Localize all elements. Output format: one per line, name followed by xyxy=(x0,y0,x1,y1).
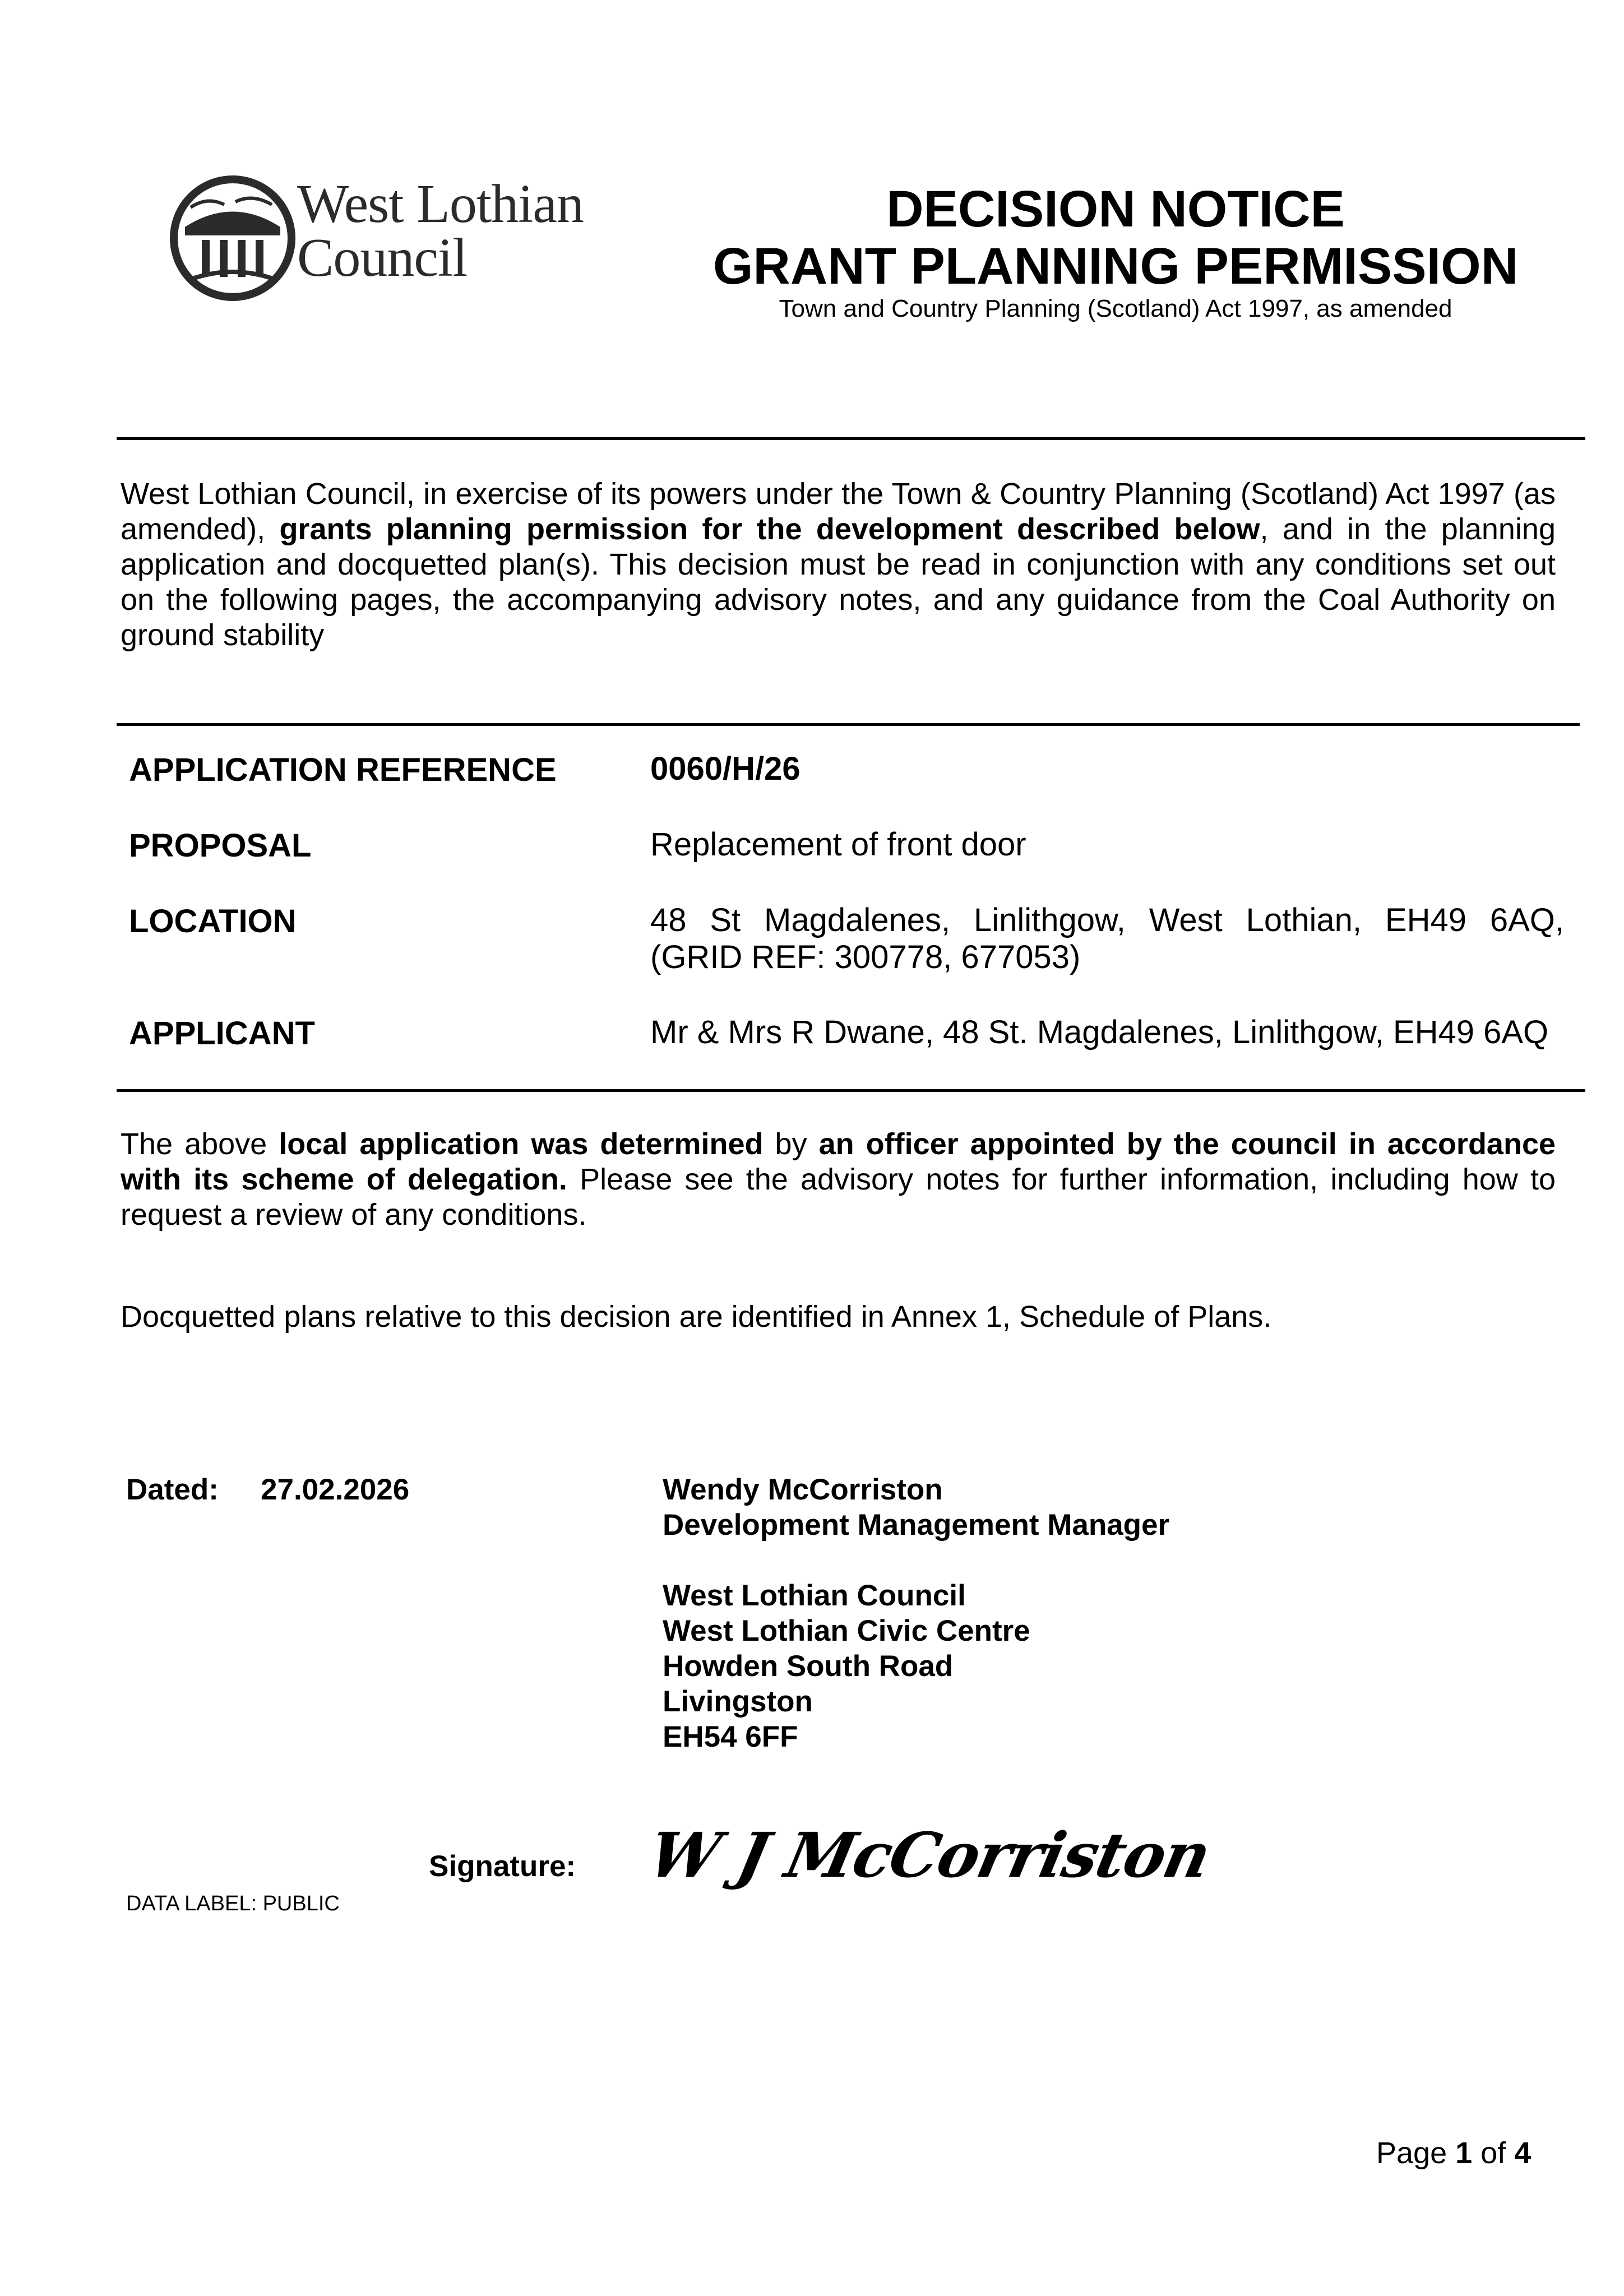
location-label: LOCATION xyxy=(129,903,297,939)
dated-label: Dated: xyxy=(126,1473,219,1506)
signature-handwritten: W J McCorriston xyxy=(642,1819,1216,1891)
address-line: Livingston xyxy=(663,1685,813,1718)
intro-text-1: West Lothian Council, in exercise of its powers under the Town & Country Planning (Scotland) Act 1997 (as amended), xyxy=(121,477,1556,546)
determination-bold-1: local application was determined xyxy=(279,1127,764,1161)
officer-block xyxy=(663,1472,1169,1755)
location-line-2: (GRID REF: 300778, 677053) xyxy=(650,939,1081,975)
logo-line-2: Council xyxy=(297,228,468,288)
data-label: DATA LABEL: PUBLIC xyxy=(126,1892,340,1915)
applicant-value: Mr & Mrs R Dwane, 48 St. Magdalenes, Linlithgow, EH49 6AQ xyxy=(650,1014,1549,1050)
divider-top xyxy=(117,437,1585,440)
signature-label: Signature: xyxy=(429,1850,576,1883)
divider-details-top xyxy=(117,723,1580,726)
officer-name: Wendy McCorriston xyxy=(663,1473,943,1506)
determination-text-2: by xyxy=(763,1127,819,1161)
officer-role: Development Management Manager xyxy=(663,1508,1170,1542)
proposal-value: Replacement of front door xyxy=(650,826,1026,863)
determination-text-1: The above xyxy=(121,1127,279,1161)
address-line: Howden South Road xyxy=(663,1650,954,1683)
address-line: EH54 6FF xyxy=(663,1720,798,1753)
applicant-label: APPLICANT xyxy=(129,1015,315,1052)
page-of: of xyxy=(1472,2136,1515,2170)
divider-details-bottom xyxy=(117,1089,1585,1092)
page-total: 4 xyxy=(1514,2136,1532,2170)
location-line-1: 48 St Magdalenes, Linlithgow, West Lothian, EH49 6AQ, xyxy=(650,902,1564,938)
viaduct-emblem-icon xyxy=(168,174,297,303)
dated-value: 27.02.2026 xyxy=(261,1473,410,1506)
logo-line-1: West Lothian xyxy=(297,174,584,234)
reference-value: 0060/H/26 xyxy=(650,751,801,787)
page-prefix: Page xyxy=(1376,2136,1456,2170)
title-decision-notice: DECISION NOTICE xyxy=(886,180,1345,238)
act-subtitle: Town and Country Planning (Scotland) Act 1997, as amended xyxy=(779,295,1452,322)
address-line: West Lothian Council xyxy=(663,1579,966,1612)
address-line: West Lothian Civic Centre xyxy=(663,1614,1030,1647)
proposal-label: PROPOSAL xyxy=(129,827,312,864)
intro-paragraph xyxy=(121,476,1556,653)
intro-bold: grants planning permission for the development described below xyxy=(279,512,1260,546)
page-current: 1 xyxy=(1455,2136,1473,2170)
determination-text-3: Please see the advisory notes for further information, including how to request a review of any conditions. xyxy=(121,1163,1556,1232)
intro-text-2: , and in the planning application and docquetted plan(s). This decision must be read in conjunction with any conditions set out on the following pages, the accompanying advisory notes, and any guidance from the Coal Authority on ground stability xyxy=(121,512,1556,652)
page-number xyxy=(1376,2136,1531,2170)
determination-paragraph xyxy=(121,1127,1556,1233)
determination-bold-2: an officer appointed by the council in accordance with its scheme of delegation. xyxy=(121,1127,1556,1196)
docquetted-note: Docquetted plans relative to this decision are identified in Annex 1, Schedule of Plans. xyxy=(121,1300,1272,1334)
council-logo xyxy=(168,174,622,303)
title-grant-planning-permission: GRANT PLANNING PERMISSION xyxy=(712,238,1519,295)
reference-label: APPLICATION REFERENCE xyxy=(129,752,557,788)
